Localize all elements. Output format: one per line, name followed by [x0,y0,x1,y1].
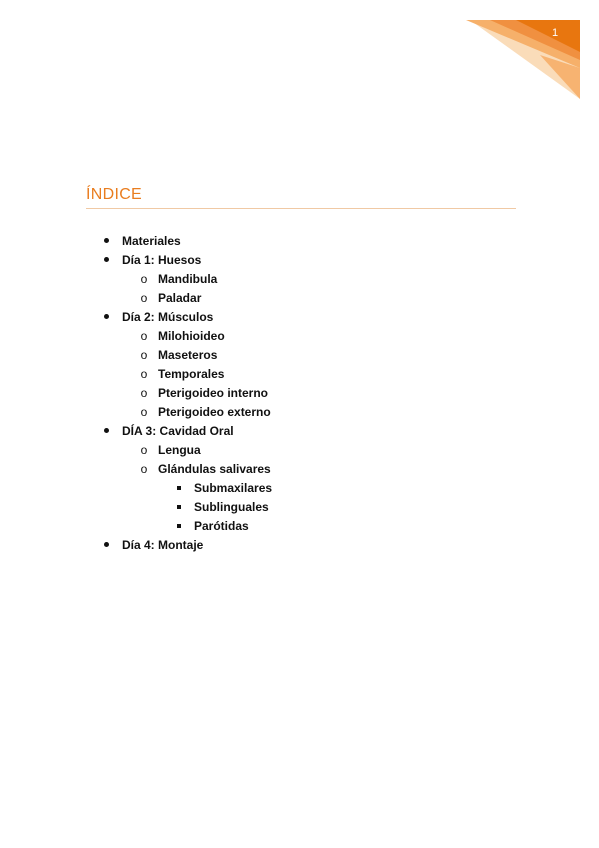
toc-item-label: Milohioideo [158,329,225,343]
toc-item-label: Submaxilares [194,481,273,495]
toc-item-label: Paladar [158,291,202,305]
bullet-circle-icon: o [140,405,148,419]
bullet-dot-icon [101,308,111,327]
toc-item-label: Pterigoideo interno [158,386,269,400]
toc-item-label: Día 1: Huesos [122,253,202,267]
toc-item-label: Parótidas [194,519,249,533]
toc-item-label: Día 2: Músculos [122,310,214,324]
toc-item [0,346,599,365]
toc-item [0,289,599,308]
bullet-circle-icon: o [140,443,148,457]
bullet-dot-icon [101,536,111,555]
toc-item [0,403,599,422]
title-underline [86,208,516,209]
toc-item [0,460,599,479]
toc-item [0,441,599,460]
bullet-dot-icon [101,232,111,251]
toc-item-label: DÍA 3: Cavidad Oral [122,424,234,438]
corner-decoration [0,0,599,110]
bullet-circle-icon: o [140,462,148,476]
toc-item [0,327,599,346]
toc-item [0,479,599,498]
toc-item [0,232,599,251]
toc-item [0,498,599,517]
toc-item [0,270,599,289]
bullet-circle-icon: o [140,367,148,381]
bullet-circle-icon: o [140,348,148,362]
toc-item [0,365,599,384]
toc-item-label: Pterigoideo externo [158,405,271,419]
bullet-dot-icon [101,251,111,270]
toc-item [0,251,599,270]
toc-item-label: Sublinguales [194,500,269,514]
bullet-circle-icon: o [140,386,148,400]
page-number: 1 [551,27,559,39]
toc-item [0,536,599,555]
toc-item-label: Día 4: Montaje [122,538,204,552]
index-title: ÍNDICE [86,186,143,203]
bullet-circle-icon: o [140,329,148,343]
toc-item-label: Maseteros [158,348,218,362]
toc-item [0,308,599,327]
bullet-dot-icon [101,422,111,441]
bullet-circle-icon: o [140,291,148,305]
bullet-square-icon [174,517,184,536]
bullet-square-icon [174,479,184,498]
bullet-square-icon [174,498,184,517]
toc-item [0,517,599,536]
toc-item [0,384,599,403]
toc-item-label: Materiales [122,234,181,248]
toc-item [0,422,599,441]
toc-item-label: Glándulas salivares [158,462,271,476]
bullet-circle-icon: o [140,272,148,286]
table-of-contents [0,232,599,555]
toc-item-label: Temporales [158,367,225,381]
toc-item-label: Mandibula [158,272,218,286]
toc-item-label: Lengua [158,443,201,457]
